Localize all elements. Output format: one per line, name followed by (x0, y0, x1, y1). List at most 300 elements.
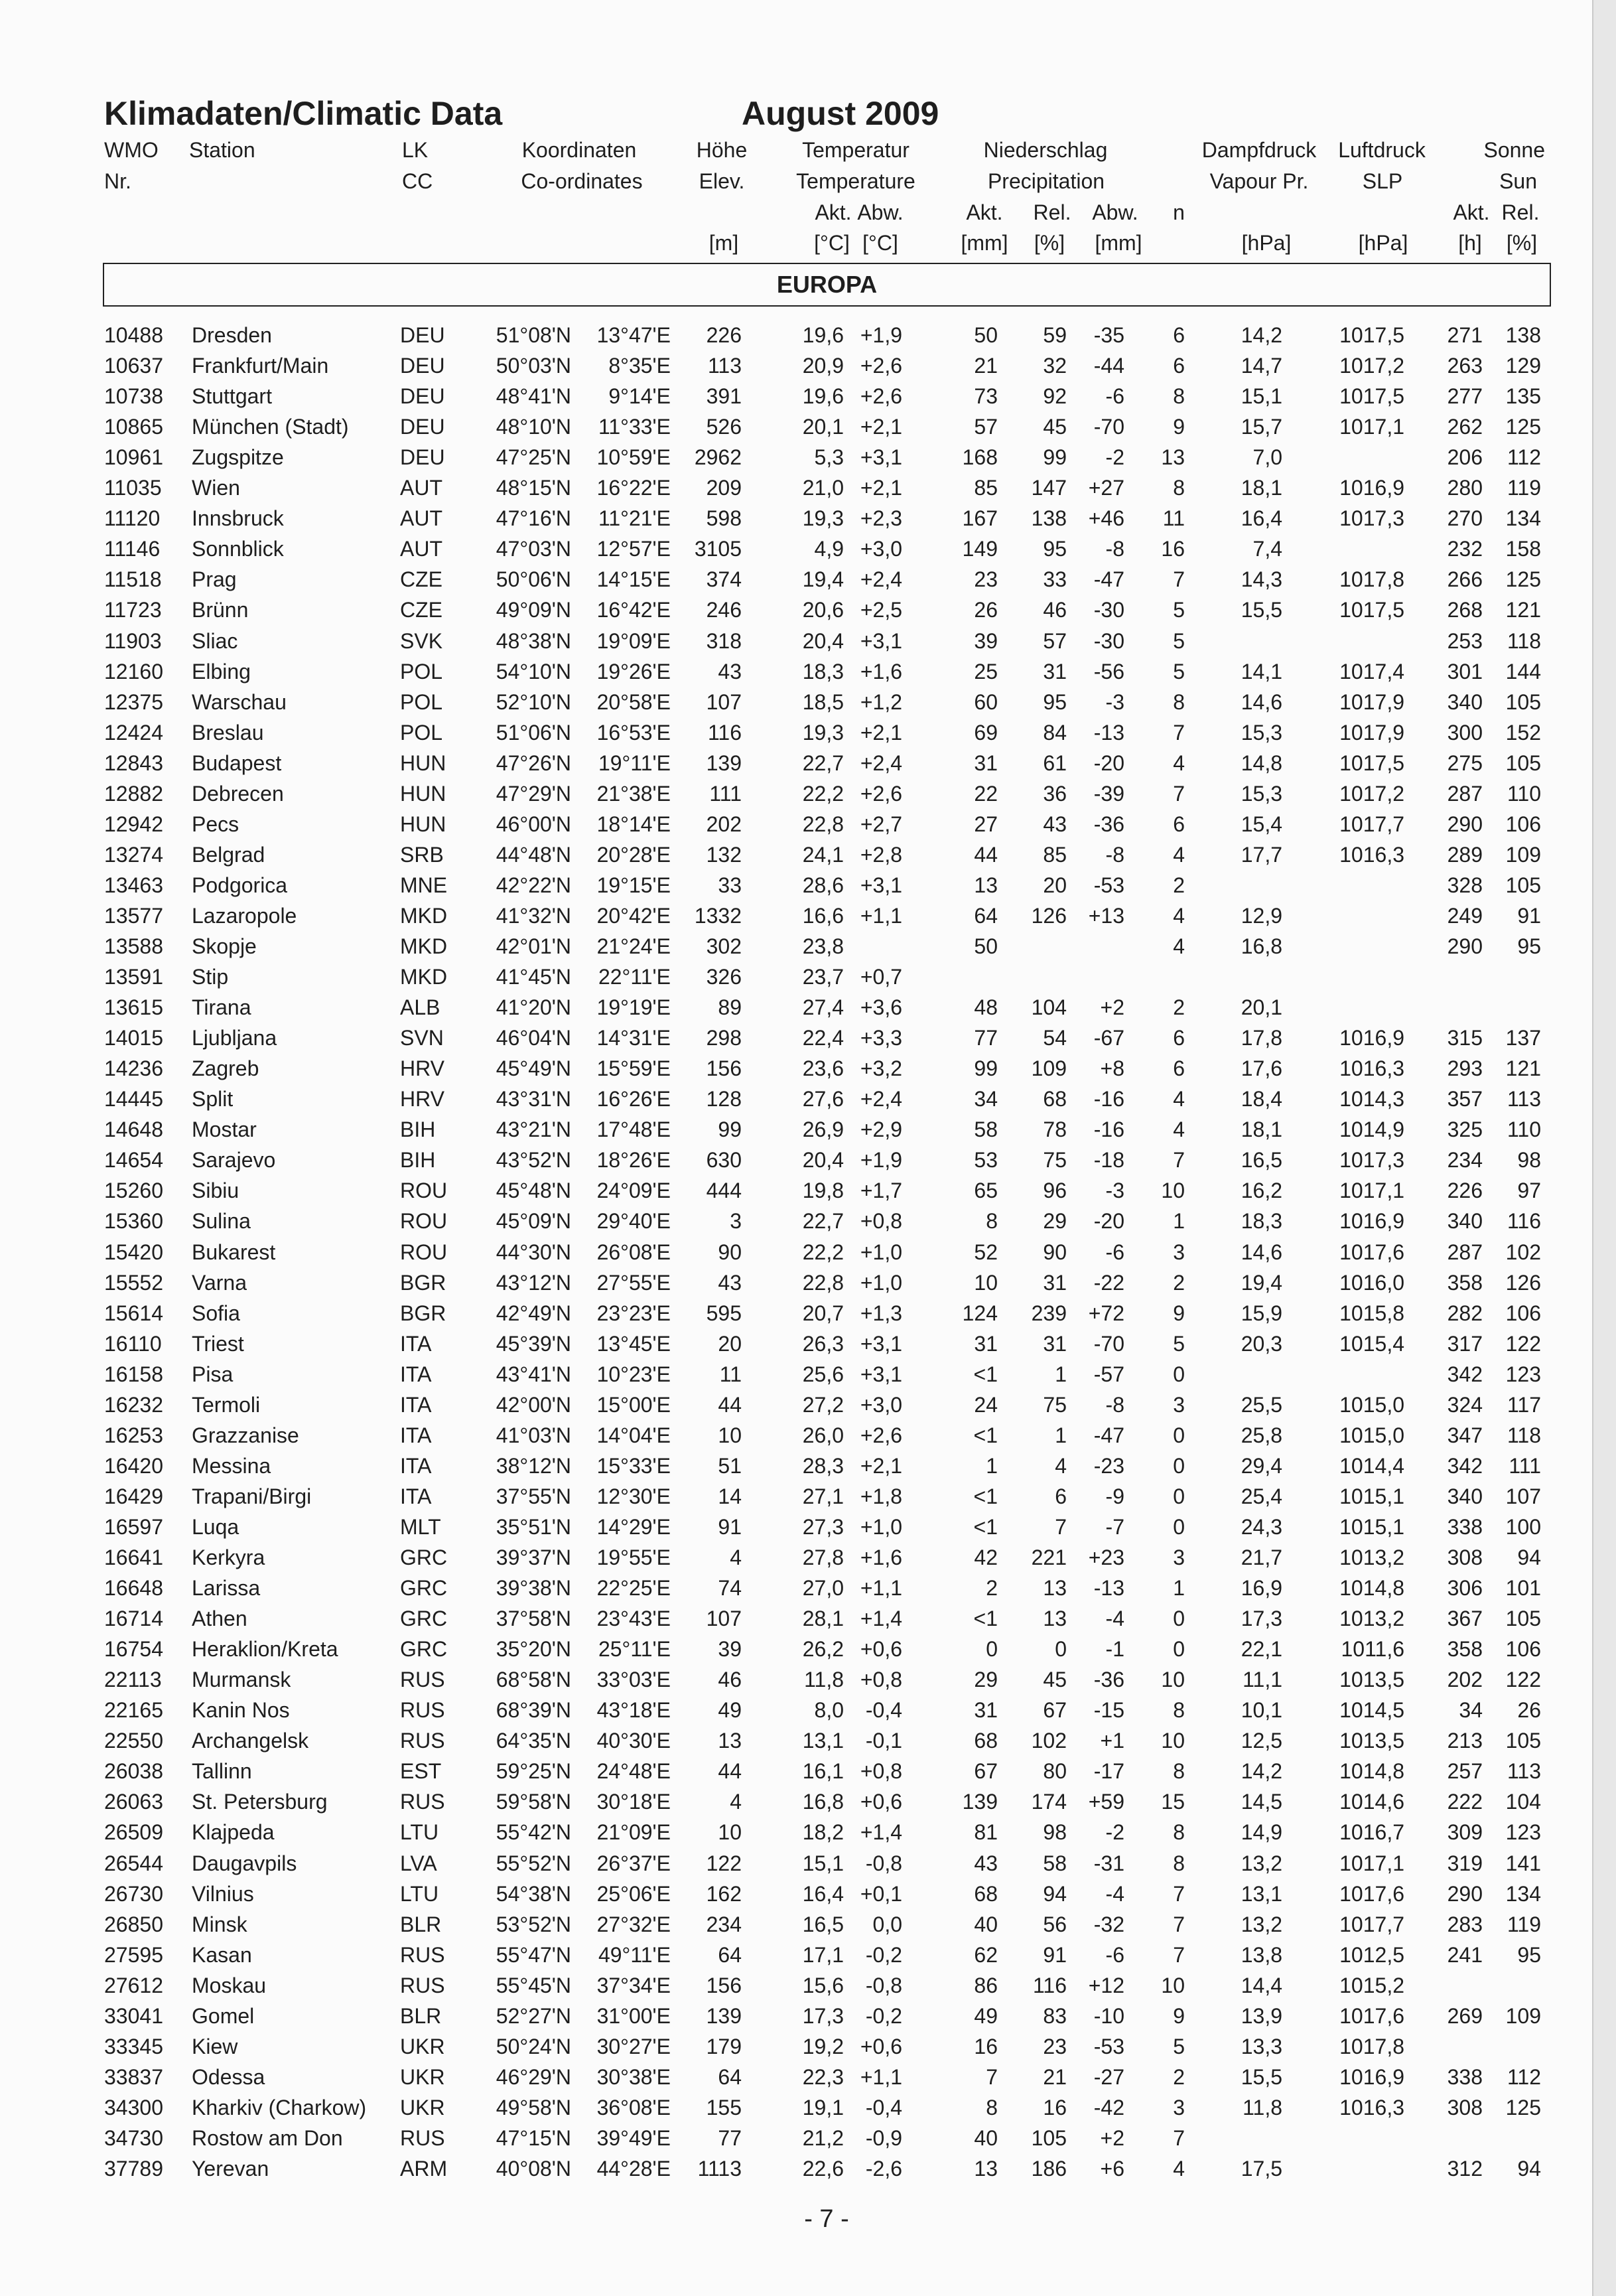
sea-level-pressure: 1017,7 (1339, 1912, 1404, 1936)
unit-prec-akt: [mm] (961, 231, 1008, 255)
temp-akt: 27,4 (802, 995, 844, 1020)
prec-abw: -10 (1093, 2003, 1124, 2028)
elevation: 630 (706, 1148, 742, 1173)
sea-level-pressure: 1017,6 (1339, 1240, 1404, 1264)
col-prec-n: n (1173, 200, 1185, 224)
prec-rel: 99 (1043, 445, 1067, 470)
latitude: 54°10'N (496, 659, 571, 683)
prec-akt: <1 (973, 1607, 998, 1631)
prec-abw: -13 (1093, 720, 1124, 745)
prec-abw: +72 (1088, 1301, 1124, 1325)
sea-level-pressure: 1015,0 (1339, 1423, 1404, 1447)
elevation: 209 (706, 476, 742, 500)
sun-hours: 262 (1447, 415, 1483, 439)
vapour-pressure: 22,1 (1241, 1637, 1282, 1662)
station-name: Athen (192, 1607, 247, 1631)
prec-abw: +8 (1100, 1056, 1124, 1081)
prec-days: 8 (1173, 384, 1185, 409)
temp-abw: +3,1 (860, 628, 902, 653)
latitude: 43°52'N (496, 1148, 571, 1173)
wmo-number: 16597 (104, 1514, 163, 1539)
station-name: Messina (192, 1453, 271, 1478)
station-name: Moskau (192, 1973, 267, 1997)
station-name: Minsk (192, 1912, 247, 1936)
latitude: 42°49'N (496, 1301, 571, 1325)
prec-rel: 36 (1043, 781, 1067, 806)
longitude: 14°31'E (596, 1026, 671, 1050)
prec-days: 6 (1173, 354, 1185, 378)
latitude: 42°01'N (496, 934, 571, 958)
temp-akt: 26,3 (802, 1331, 844, 1356)
vapour-pressure: 14,8 (1241, 751, 1282, 775)
latitude: 59°58'N (496, 1790, 571, 1814)
wmo-number: 22165 (104, 1698, 163, 1723)
longitude: 49°11'E (598, 1942, 671, 1967)
country-code: BGR (400, 1301, 446, 1325)
temp-abw: +3,1 (860, 873, 902, 897)
country-code: RUS (400, 1942, 445, 1967)
sea-level-pressure: 1015,1 (1339, 1484, 1404, 1508)
wmo-number: 15614 (104, 1301, 163, 1325)
table-row (0, 1481, 1592, 1512)
latitude: 51°06'N (496, 720, 571, 745)
temp-akt: 19,8 (802, 1179, 844, 1203)
latitude: 43°21'N (496, 1117, 571, 1142)
prec-akt: 149 (962, 537, 998, 561)
elevation: 128 (706, 1087, 742, 1112)
prec-rel: 104 (1031, 995, 1067, 1020)
sea-level-pressure: 1014,3 (1339, 1087, 1404, 1112)
longitude: 21°09'E (596, 1820, 671, 1845)
latitude: 35°20'N (496, 1637, 571, 1662)
vapour-pressure: 16,2 (1241, 1179, 1282, 1203)
longitude: 22°25'E (596, 1576, 671, 1601)
document-title: Klimadaten/Climatic Data (104, 95, 503, 132)
sun-hours: 253 (1447, 628, 1483, 653)
station-name: Sulina (192, 1209, 251, 1234)
station-name: München (Stadt) (192, 415, 349, 439)
prec-days: 7 (1173, 1912, 1185, 1936)
station-name: Wien (192, 476, 240, 500)
sun-hours: 338 (1447, 1514, 1483, 1539)
prec-abw: -9 (1105, 1484, 1124, 1508)
country-code: RUS (400, 1790, 445, 1814)
prec-akt: 1 (986, 1453, 998, 1478)
temp-abw: +3,1 (860, 1331, 902, 1356)
col-sun: Sun (1499, 169, 1537, 193)
sea-level-pressure: 1017,7 (1339, 812, 1404, 836)
temp-akt: 21,2 (802, 2125, 844, 2150)
sea-level-pressure: 1017,2 (1339, 781, 1404, 806)
sun-hours: 222 (1447, 1790, 1483, 1814)
sea-level-pressure: 1014,9 (1339, 1117, 1404, 1142)
temp-akt: 4,9 (814, 537, 844, 561)
vapour-pressure: 14,5 (1241, 1790, 1282, 1814)
prec-rel: 1 (1055, 1362, 1067, 1386)
prec-rel: 54 (1043, 1026, 1067, 1050)
elevation: 202 (706, 812, 742, 836)
prec-akt: 69 (974, 720, 998, 745)
latitude: 41°20'N (496, 995, 571, 1020)
prec-rel: 102 (1031, 1729, 1067, 1753)
station-name: Prag (192, 567, 237, 592)
prec-akt: 2 (986, 1576, 998, 1601)
sun-rel: 109 (1505, 2003, 1541, 2028)
prec-abw: -1 (1105, 1637, 1124, 1662)
sun-hours: 301 (1447, 659, 1483, 683)
temp-akt: 17,1 (802, 1942, 844, 1967)
wmo-number: 12375 (104, 689, 163, 714)
sea-level-pressure: 1014,5 (1339, 1698, 1404, 1723)
temp-abw: +1,7 (860, 1179, 902, 1203)
temp-akt: 19,6 (802, 323, 844, 347)
country-code: DEU (400, 415, 445, 439)
sun-rel: 110 (1507, 781, 1541, 806)
country-code: RUS (400, 1668, 445, 1692)
elevation: 391 (706, 384, 742, 409)
latitude: 64°35'N (496, 1729, 571, 1753)
wmo-number: 16420 (104, 1453, 163, 1478)
longitude: 10°23'E (596, 1362, 671, 1386)
temp-akt: 20,7 (802, 1301, 844, 1325)
country-code: MKD (400, 934, 448, 958)
latitude: 41°32'N (496, 903, 571, 928)
col-koordinaten: Koordinaten (521, 138, 637, 162)
station-name: Podgorica (192, 873, 288, 897)
temp-abw: +2,8 (860, 842, 902, 867)
temp-abw: +2,6 (860, 384, 902, 409)
prec-abw: -32 (1093, 1912, 1124, 1936)
station-name: St. Petersburg (192, 1790, 328, 1814)
station-name: Klajpeda (192, 1820, 275, 1845)
longitude: 11°33'E (598, 415, 671, 439)
station-name: Bukarest (192, 1240, 276, 1264)
wmo-number: 16253 (104, 1423, 163, 1447)
wmo-number: 16641 (104, 1545, 163, 1569)
longitude: 19°11'E (598, 751, 671, 775)
wmo-number: 13591 (104, 965, 163, 989)
wmo-number: 37789 (104, 2157, 163, 2181)
temp-akt: 27,3 (802, 1514, 844, 1539)
temp-abw: +2,4 (860, 1087, 902, 1112)
prec-days: 0 (1173, 1453, 1185, 1478)
longitude: 20°42'E (596, 903, 671, 928)
prec-rel: 56 (1043, 1912, 1067, 1936)
wmo-number: 11035 (104, 476, 162, 500)
temp-abw: +0,6 (860, 1790, 902, 1814)
prec-days: 0 (1173, 1637, 1185, 1662)
longitude: 18°26'E (596, 1148, 671, 1173)
country-code: UKR (400, 2095, 445, 2119)
temp-akt: 19,6 (802, 384, 844, 409)
table-row (0, 381, 1592, 411)
station-name: Tirana (192, 995, 251, 1020)
sea-level-pressure: 1014,8 (1339, 1759, 1404, 1784)
country-code: ITA (400, 1453, 432, 1478)
prec-days: 16 (1161, 537, 1185, 561)
country-code: HUN (400, 781, 446, 806)
sun-hours: 213 (1447, 1729, 1483, 1753)
col-vapour: Vapour Pr. (1209, 169, 1309, 193)
prec-akt: 10 (974, 1270, 998, 1295)
wmo-number: 12160 (104, 659, 163, 683)
sun-hours: 367 (1447, 1607, 1483, 1631)
prec-rel: 105 (1031, 2125, 1067, 2150)
prec-abw: +2 (1100, 995, 1124, 1020)
temp-akt: 22,2 (802, 781, 844, 806)
latitude: 47°26'N (496, 751, 571, 775)
sun-hours: 249 (1447, 903, 1483, 928)
vapour-pressure: 16,5 (1241, 1148, 1282, 1173)
station-name: Rostow am Don (192, 2125, 343, 2150)
prec-days: 3 (1173, 2095, 1185, 2119)
temp-abw: +1,8 (860, 1484, 902, 1508)
temp-akt: 20,1 (802, 415, 844, 439)
sun-rel: 118 (1507, 628, 1541, 653)
prec-rel: 147 (1031, 476, 1067, 500)
latitude: 48°38'N (496, 628, 571, 653)
sea-level-pressure: 1016,7 (1339, 1820, 1404, 1845)
elevation: 116 (707, 720, 742, 745)
longitude: 12°57'E (596, 537, 671, 561)
latitude: 68°58'N (496, 1668, 571, 1692)
col-prec-abw: Abw. (1092, 200, 1138, 224)
prec-days: 4 (1173, 842, 1185, 867)
longitude: 30°38'E (596, 2064, 671, 2089)
latitude: 68°39'N (496, 1698, 571, 1723)
temp-akt: 26,2 (802, 1637, 844, 1662)
temp-abw: +1,0 (860, 1514, 902, 1539)
sun-rel: 144 (1505, 659, 1541, 683)
country-code: UKR (400, 2034, 445, 2058)
vapour-pressure: 24,3 (1241, 1514, 1282, 1539)
prec-abw: -16 (1093, 1087, 1124, 1112)
temp-abw: +1,2 (860, 689, 902, 714)
prec-rel: 13 (1043, 1576, 1067, 1601)
station-name: Daugavpils (192, 1851, 297, 1875)
table-row (0, 992, 1592, 1023)
latitude: 47°25'N (496, 445, 571, 470)
prec-rel: 116 (1032, 1973, 1067, 1997)
temp-akt: 27,6 (802, 1087, 844, 1112)
vapour-pressure: 21,7 (1241, 1545, 1282, 1569)
prec-days: 4 (1173, 934, 1185, 958)
sun-hours: 309 (1447, 1820, 1483, 1845)
prec-days: 13 (1161, 445, 1185, 470)
elevation: 89 (718, 995, 742, 1020)
latitude: 39°37'N (496, 1545, 571, 1569)
latitude: 44°48'N (496, 842, 571, 867)
temp-abw: +3,6 (860, 995, 902, 1020)
sea-level-pressure: 1017,9 (1339, 720, 1404, 745)
temp-akt: 19,3 (802, 506, 844, 531)
vapour-pressure: 14,1 (1241, 659, 1282, 683)
sun-rel: 121 (1505, 598, 1541, 622)
longitude: 21°24'E (596, 934, 671, 958)
unit-prec-rel: [%] (1034, 231, 1065, 255)
col-temp-akt: Akt. (815, 200, 852, 224)
station-name: Murmansk (192, 1668, 291, 1692)
wmo-number: 26544 (104, 1851, 163, 1875)
elevation: 51 (718, 1453, 742, 1478)
prec-abw: -36 (1093, 1668, 1124, 1692)
elevation: 298 (706, 1026, 742, 1050)
sun-hours: 315 (1447, 1026, 1483, 1050)
longitude: 26°37'E (596, 1851, 671, 1875)
sun-hours: 290 (1447, 1881, 1483, 1906)
temp-akt: 27,2 (802, 1392, 844, 1417)
sun-hours: 257 (1447, 1759, 1483, 1784)
longitude: 19°19'E (596, 995, 671, 1020)
prec-abw: -35 (1093, 323, 1124, 347)
sun-hours: 340 (1447, 1484, 1483, 1508)
sun-rel: 105 (1505, 1607, 1541, 1631)
table-row (0, 1420, 1592, 1451)
sea-level-pressure: 1017,5 (1339, 751, 1404, 775)
table-row (0, 1023, 1592, 1053)
elevation: 107 (706, 689, 742, 714)
sun-hours: 282 (1447, 1301, 1483, 1325)
sun-rel: 107 (1505, 1484, 1541, 1508)
table-row (0, 1940, 1592, 1970)
prec-rel: 75 (1043, 1392, 1067, 1417)
prec-rel: 0 (1055, 1637, 1067, 1662)
vapour-pressure: 7,0 (1252, 445, 1282, 470)
longitude: 19°09'E (596, 628, 671, 653)
sun-rel: 104 (1505, 1790, 1541, 1814)
elevation: 39 (718, 1637, 742, 1662)
wmo-number: 14654 (104, 1148, 163, 1173)
latitude: 46°00'N (496, 812, 571, 836)
table-row (0, 442, 1592, 472)
latitude: 40°08'N (496, 2157, 571, 2181)
latitude: 45°39'N (496, 1331, 571, 1356)
vapour-pressure: 14,7 (1241, 354, 1282, 378)
station-name: Sonnblick (192, 537, 284, 561)
temp-abw: +2,6 (860, 354, 902, 378)
table-row (0, 1848, 1592, 1879)
elevation: 1332 (694, 903, 742, 928)
unit-sun-rel: [%] (1506, 231, 1538, 255)
col-hoehe: Höhe (696, 138, 748, 162)
unit-vapour: [hPa] (1241, 231, 1292, 255)
sun-rel: 134 (1505, 1881, 1541, 1906)
sun-rel: 106 (1505, 1301, 1541, 1325)
vapour-pressure: 19,4 (1241, 1270, 1282, 1295)
country-code: BIH (400, 1117, 436, 1142)
station-name: Breslau (192, 720, 264, 745)
temp-abw: +0,8 (860, 1209, 902, 1234)
station-name: Sarajevo (192, 1148, 276, 1173)
prec-akt: 124 (962, 1301, 998, 1325)
temp-akt: 16,1 (802, 1759, 844, 1784)
table-row (0, 1573, 1592, 1603)
temp-abw: -0,4 (865, 1698, 902, 1723)
vapour-pressure: 11,1 (1243, 1668, 1282, 1692)
table-row (0, 564, 1592, 595)
latitude: 45°49'N (496, 1056, 571, 1081)
sun-hours: 290 (1447, 812, 1483, 836)
sun-rel: 26 (1517, 1698, 1541, 1723)
prec-days: 4 (1173, 1117, 1185, 1142)
sun-hours: 306 (1447, 1576, 1483, 1601)
sun-hours: 277 (1447, 384, 1483, 409)
station-name: Gomel (192, 2003, 255, 2028)
table-row (0, 1084, 1592, 1114)
elevation: 46 (718, 1668, 742, 1692)
temp-akt: 20,4 (802, 628, 844, 653)
longitude: 25°06'E (596, 1881, 671, 1906)
longitude: 24°09'E (596, 1179, 671, 1203)
temp-akt: 18,2 (802, 1820, 844, 1845)
table-row (0, 839, 1592, 870)
sun-hours: 342 (1447, 1453, 1483, 1478)
latitude: 55°52'N (496, 1851, 571, 1875)
prec-abw: -56 (1093, 659, 1124, 683)
temp-abw: +1,1 (860, 1576, 902, 1601)
temp-akt: 16,5 (802, 1912, 844, 1936)
temp-akt: 22,8 (802, 812, 844, 836)
col-precipitation: Precipitation (987, 169, 1105, 193)
sun-hours: 263 (1447, 354, 1483, 378)
latitude: 52°27'N (496, 2003, 571, 2028)
country-code: CZE (400, 567, 442, 592)
table-row (0, 411, 1592, 442)
prec-days: 0 (1173, 1484, 1185, 1508)
col-temp-abw: Abw. (857, 200, 904, 224)
sun-hours: 328 (1447, 873, 1483, 897)
prec-days: 8 (1173, 1698, 1185, 1723)
wmo-number: 12843 (104, 751, 163, 775)
prec-rel: 61 (1043, 751, 1067, 775)
elevation: 74 (718, 1576, 742, 1601)
country-code: ITA (400, 1423, 432, 1447)
prec-abw: -2 (1105, 445, 1124, 470)
prec-abw: -31 (1093, 1851, 1124, 1875)
station-name: Trapani/Birgi (192, 1484, 312, 1508)
sun-hours: 202 (1447, 1668, 1483, 1692)
temp-akt: 22,6 (802, 2157, 844, 2181)
temp-abw: +2,6 (860, 1423, 902, 1447)
sea-level-pressure: 1017,5 (1339, 384, 1404, 409)
temp-akt: 22,8 (802, 1270, 844, 1295)
temp-akt: 27,1 (802, 1484, 844, 1508)
prec-rel: 6 (1055, 1484, 1067, 1508)
vapour-pressure: 13,2 (1241, 1851, 1282, 1875)
temp-abw: +2,1 (860, 1453, 902, 1478)
table-row (0, 778, 1592, 809)
elevation: 444 (706, 1179, 742, 1203)
station-name: Zugspitze (192, 445, 284, 470)
sea-level-pressure: 1017,3 (1339, 506, 1404, 531)
temp-abw: +1,0 (860, 1270, 902, 1295)
prec-abw: -30 (1093, 598, 1124, 622)
latitude: 53°52'N (496, 1912, 571, 1936)
country-code: ROU (400, 1240, 448, 1264)
temp-abw: +1,1 (860, 2064, 902, 2089)
elevation: 2962 (694, 445, 742, 470)
table-row (0, 1512, 1592, 1542)
wmo-number: 13577 (104, 903, 163, 928)
prec-days: 5 (1173, 628, 1185, 653)
station-name: Brünn (192, 598, 249, 622)
prec-rel: 239 (1031, 1301, 1067, 1325)
sun-hours: 241 (1447, 1942, 1483, 1967)
prec-akt: 77 (974, 1026, 998, 1050)
longitude: 10°59'E (596, 445, 671, 470)
latitude: 43°41'N (496, 1362, 571, 1386)
sun-hours: 206 (1447, 445, 1483, 470)
